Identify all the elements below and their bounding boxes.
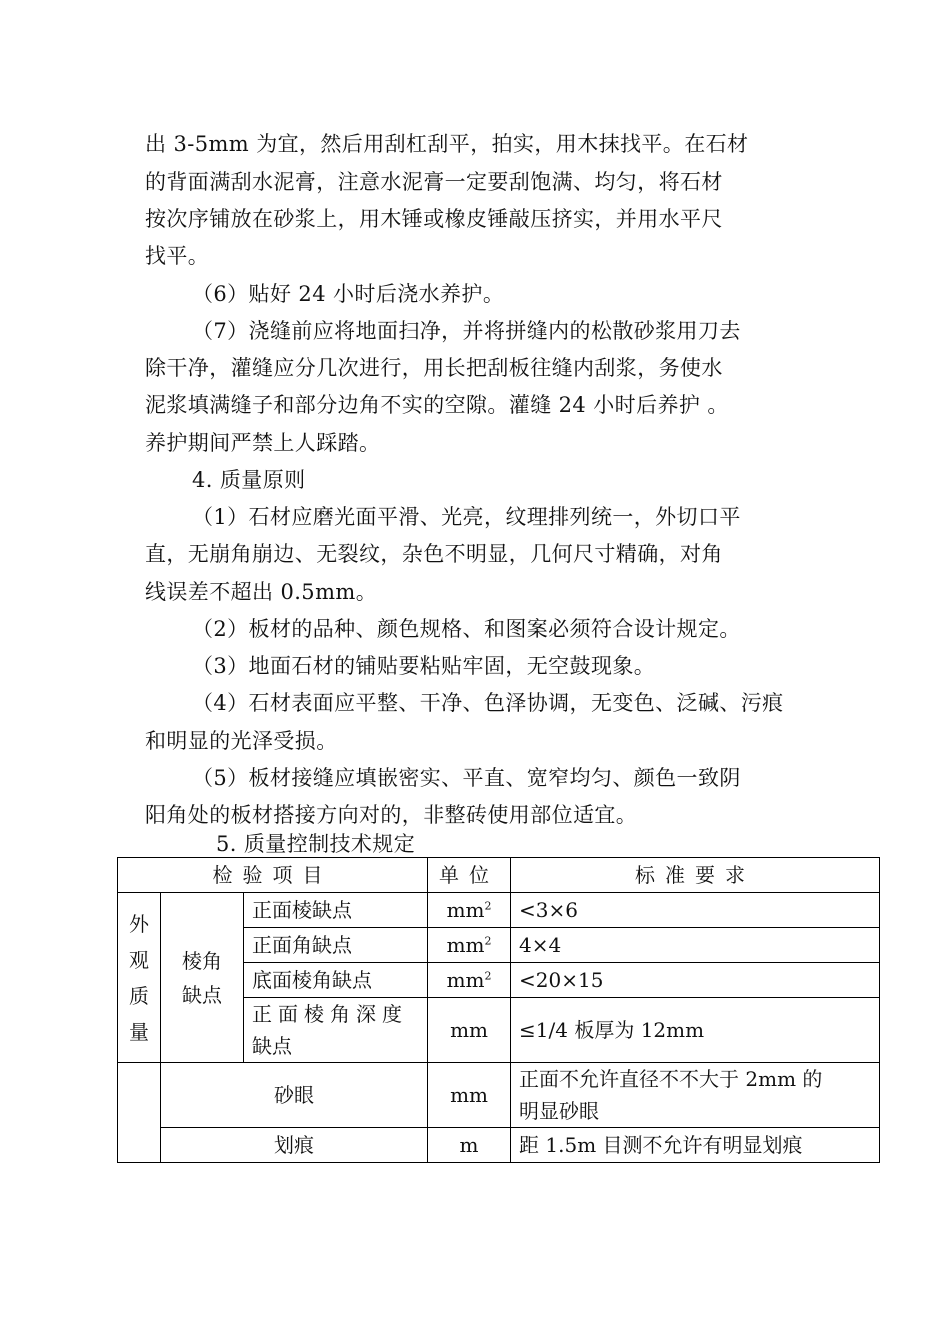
item-cell: 砂眼	[161, 1063, 428, 1128]
requirement-cell: 正面不允许直径不不大于 2mm 的 明显砂眼	[511, 1063, 880, 1128]
paragraph-line: 养护期间严禁上人踩踏。	[145, 431, 381, 455]
unit-cell: $mm^2$	[428, 893, 511, 928]
paragraph-line: （1）石材应磨光面平滑、光亮，纹理排列统一，外切口平	[192, 505, 741, 529]
paragraph-line: 阳角处的板材搭接方向对的，非整砖使用部位适宜。	[145, 803, 638, 827]
item-cell: 划痕	[161, 1128, 428, 1163]
paragraph-line: （2）板材的品种、颜色规格、和图案必须符合设计规定。	[192, 617, 741, 641]
header-inspection-item: 检验项目	[118, 858, 428, 893]
requirement-cell: 4×4	[511, 928, 880, 963]
unit-cell: $mm^2$	[428, 928, 511, 963]
paragraph-line: （4）石材表面应平整、干净、色泽协调，无变色、泛碱、污痕	[192, 691, 784, 715]
paragraph-line: （5）板材接缝应填嵌密实、平直、宽窄均匀、颜色一致阴	[192, 766, 741, 790]
paragraph-line: 除干净，灌缝应分几次进行，用长把刮板往缝内刮浆，务使水	[145, 356, 723, 380]
paragraph-line: （3）地面石材的铺贴要粘贴牢固，无空鼓现象。	[192, 654, 656, 678]
table-row	[118, 1063, 880, 1128]
section-heading: 4. 质量原则	[192, 468, 306, 492]
unit-cell: mm	[428, 1063, 511, 1128]
paragraph-line: 按次序铺放在砂浆上，用木锤或橡皮锤敲压挤实，并用水平尺	[145, 207, 723, 231]
table-row	[118, 1128, 880, 1163]
table-row	[118, 893, 880, 928]
item-cell: 正面角缺点	[244, 928, 428, 963]
paragraph-line: （7）浇缝前应将地面扫净，并将拼缝内的松散砂浆用刀去	[192, 319, 741, 343]
requirement-cell: 距 1.5m 目测不允许有明显划痕	[511, 1128, 880, 1163]
paragraph-line: 和明显的光泽受损。	[145, 729, 338, 753]
paragraph-line: 找平。	[145, 244, 210, 268]
requirement-cell: ≤1/4 板厚为 12mm	[511, 998, 880, 1063]
empty-cell	[118, 1128, 161, 1163]
item-cell: 正面棱角深度 缺点	[244, 998, 428, 1063]
paragraph-line: 线误差不超出 0.5mm。	[145, 580, 378, 604]
paragraph-line: 出 3-5mm 为宜，然后用刮杠刮平，拍实，用木抹找平。在石材	[145, 132, 749, 156]
group-appearance-quality: 外 观 质 量	[118, 893, 161, 1063]
paragraph-line: （6）贴好 24 小时后浇水养护。	[192, 282, 505, 306]
quality-spec-table	[117, 857, 880, 1163]
item-cell: 底面棱角缺点	[244, 963, 428, 998]
paragraph-line: 的背面满刮水泥膏，注意水泥膏一定要刮饱满、均匀，将石材	[145, 170, 723, 194]
table-header-row	[118, 858, 880, 893]
paragraph-line: 直，无崩角崩边、无裂纹，杂色不明显，几何尺寸精确，对角	[145, 542, 723, 566]
subgroup-edge-defects: 棱角 缺点	[161, 893, 244, 1063]
requirement-cell: <3×6	[511, 893, 880, 928]
unit-cell: m	[428, 1128, 511, 1163]
unit-cell: mm	[428, 998, 511, 1063]
item-cell: 正面棱缺点	[244, 893, 428, 928]
header-requirement: 标准要求	[511, 858, 880, 893]
empty-cell	[118, 1063, 161, 1128]
requirement-cell: <20×15	[511, 963, 880, 998]
section-heading: 5. 质量控制技术规定	[216, 832, 416, 856]
header-unit: 单位	[428, 858, 511, 893]
unit-cell: $mm^2$	[428, 963, 511, 998]
paragraph-line: 泥浆填满缝子和部分边角不实的空隙。灌缝 24 小时后养护 。	[145, 393, 729, 417]
